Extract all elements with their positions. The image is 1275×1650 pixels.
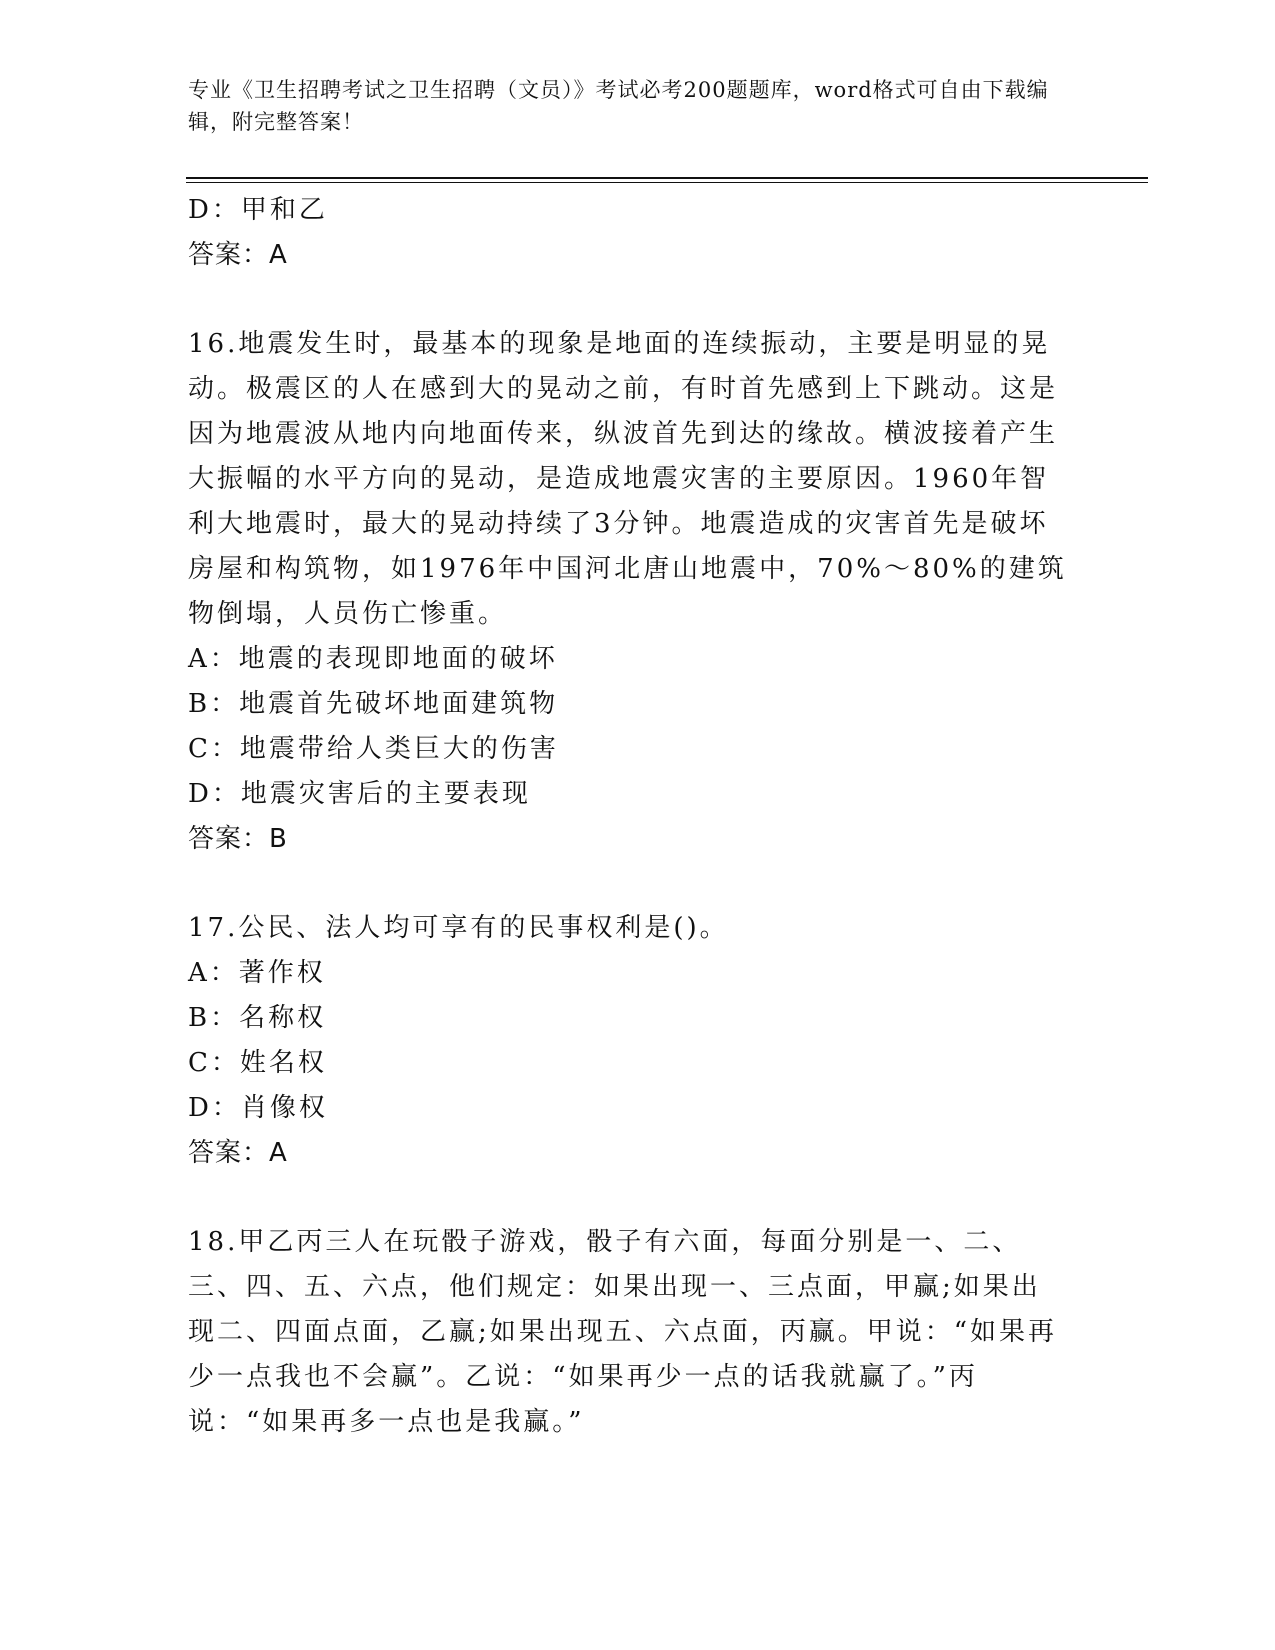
prev-question-option-d: D：甲和乙 bbox=[188, 195, 328, 225]
question-17-option-c: C：姓名权 bbox=[188, 1048, 327, 1078]
question-list bbox=[188, 188, 1068, 1445]
prev-question-answer: 答案：A bbox=[188, 240, 288, 270]
header-rule-thin bbox=[186, 182, 1148, 183]
question-16-option-a: A：地震的表现即地面的破坏 bbox=[188, 644, 558, 674]
document-header: 专业《卫生招聘考试之卫生招聘（文员）》考试必考200题题库，word格式可自由下载编辑，附完整答案！ bbox=[188, 78, 1049, 134]
question-spacer bbox=[188, 862, 1068, 906]
question-17-answer: 答案：A bbox=[188, 1138, 288, 1168]
question-16-answer: 答案：B bbox=[188, 824, 288, 854]
question-spacer bbox=[188, 278, 1068, 322]
question-spacer bbox=[188, 1176, 1068, 1220]
question-18-stem: 18.甲乙丙三人在玩骰子游戏，骰子有六面，每面分别是一、二、三、四、五、六点，他们规定：如果出现一、三点面，甲赢;如果出现二、四面点面，乙赢;如果出现五、六点面，丙赢。甲说：“如果再少一点我也不会赢”。乙说：“如果再少一点的话我就赢了。”丙说：“如果再多一点也是我赢。” bbox=[188, 1227, 1058, 1437]
question-17-stem: 17.公民、法人均可享有的民事权利是()。 bbox=[188, 913, 729, 943]
question-16-option-b: B：地震首先破坏地面建筑物 bbox=[188, 689, 559, 719]
question-17-option-d: D：肖像权 bbox=[188, 1093, 328, 1123]
question-16-option-c: C：地震带给人类巨大的伤害 bbox=[188, 734, 559, 764]
question-17-option-a: A：著作权 bbox=[188, 958, 326, 988]
question-17-option-b: B：名称权 bbox=[188, 1003, 327, 1033]
question-16-option-d: D：地震灾害后的主要表现 bbox=[188, 779, 531, 809]
header-rule-thick bbox=[186, 177, 1148, 179]
question-16-stem: 16.地震发生时，最基本的现象是地面的连续振动，主要是明显的晃动。极震区的人在感到大的晃动之前，有时首先感到上下跳动。这是因为地震波从地内向地面传来，纵波首先到达的缘故。横波接着产生大振幅的水平方向的晃动，是造成地震灾害的主要原因。1960年智利大地震时，最大的晃动持续了3分钟。地震造成的灾害首先是破坏房屋和构筑物，如1976年中国河北唐山地震中，70%～80%的建筑物倒塌，人员伤亡惨重。 bbox=[188, 329, 1067, 629]
